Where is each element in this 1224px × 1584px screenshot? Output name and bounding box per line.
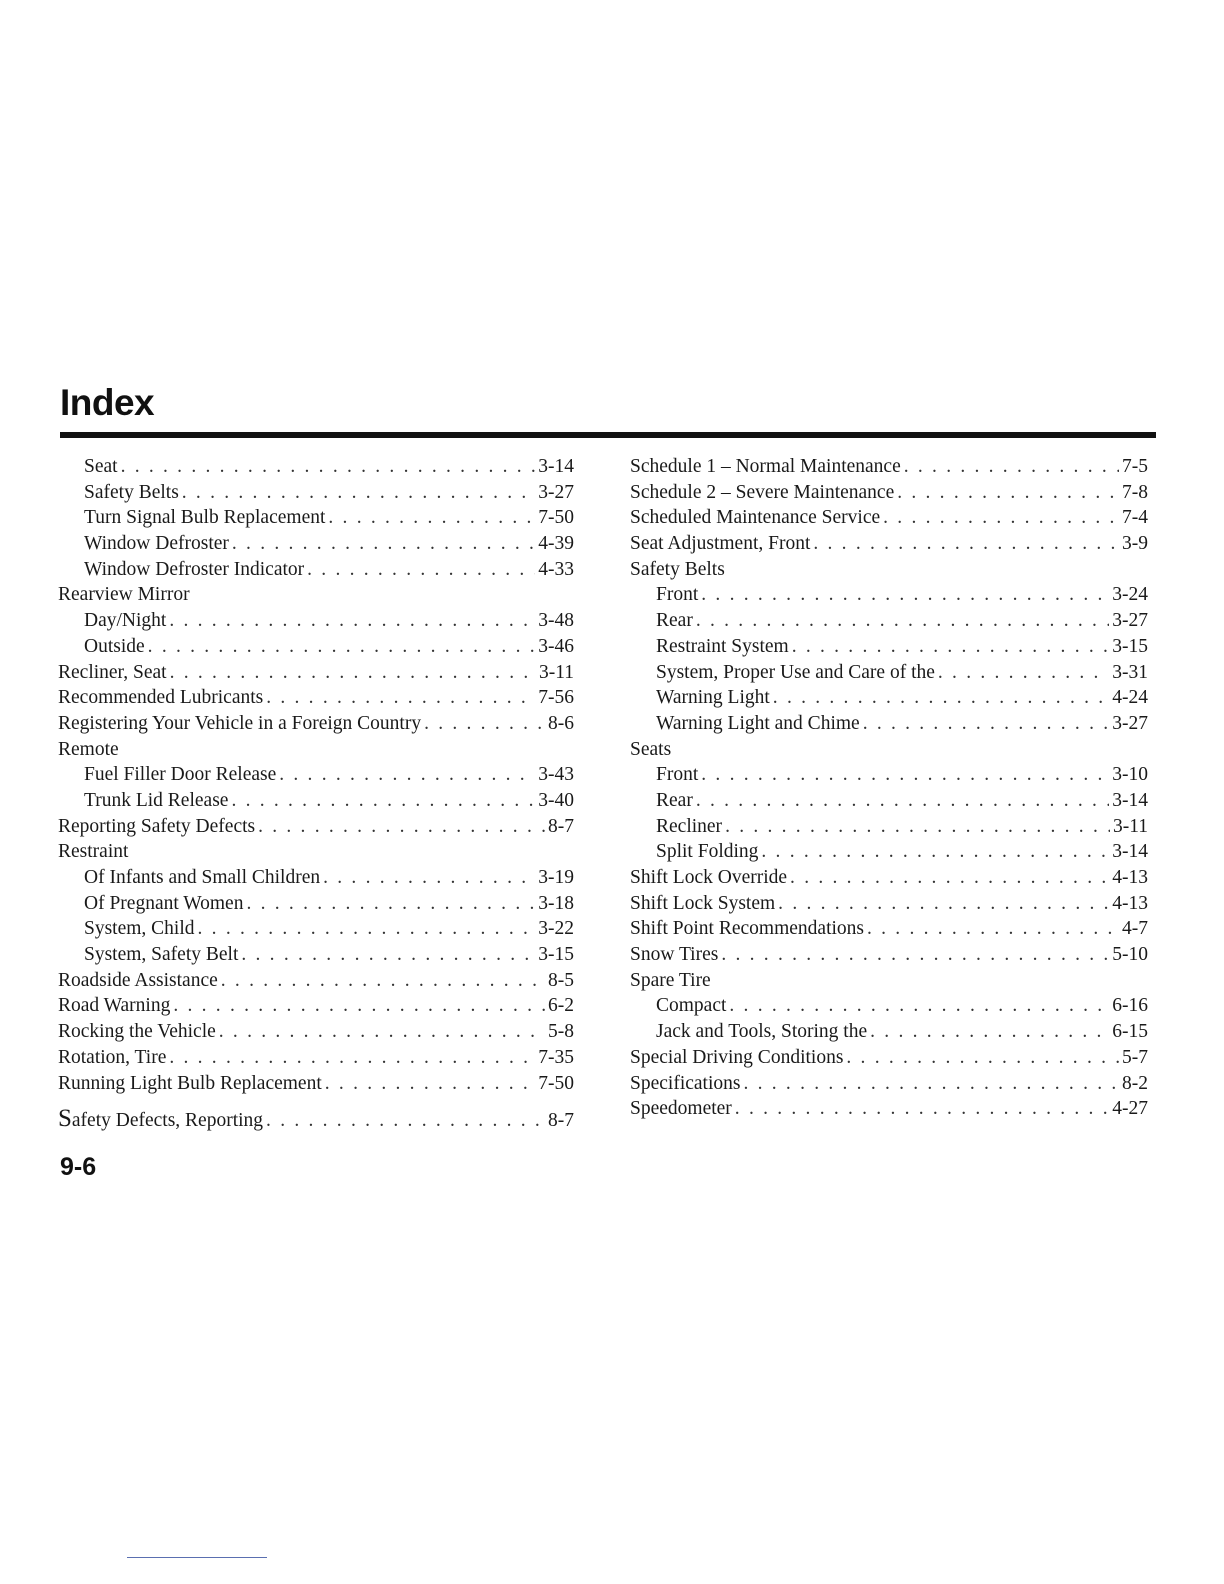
dot-leader <box>761 839 1109 865</box>
index-entry-label: Day/Night <box>84 610 167 632</box>
index-entry-page-ref: 7-35 <box>538 1046 574 1068</box>
dot-leader <box>182 480 535 506</box>
index-entry <box>58 557 574 583</box>
index-entry-page-ref: 3-18 <box>538 892 574 914</box>
index-entry-label: Specifications <box>630 1072 741 1094</box>
dot-leader <box>696 788 1109 814</box>
index-entry <box>630 865 1148 891</box>
index-entry <box>630 480 1148 506</box>
index-entry <box>58 480 574 506</box>
index-entry-page-ref: 4-13 <box>1112 892 1148 914</box>
index-entry-label: Jack and Tools, Storing the <box>656 1021 868 1043</box>
index-entry-label: Split Folding <box>656 841 759 863</box>
dot-leader <box>266 1108 545 1134</box>
index-entry-label: Restraint System <box>656 635 789 657</box>
index-entry <box>58 634 574 660</box>
index-entry <box>58 660 574 686</box>
index-entry-label: System, Proper Use and Care of the <box>656 661 935 683</box>
index-entry <box>58 942 574 968</box>
index-entry <box>630 557 1148 583</box>
index-entry-label: Rear <box>656 789 693 811</box>
index-entry-page-ref: 3-15 <box>1112 635 1148 657</box>
index-entry-page-ref: 3-9 <box>1122 533 1148 555</box>
index-entry-label: Remote <box>58 738 119 760</box>
index-column-right <box>630 454 1148 1122</box>
index-entry-page-ref: 3-48 <box>538 610 574 632</box>
index-entry-label: Seats <box>630 738 672 760</box>
index-entry <box>630 1071 1148 1097</box>
index-entry-label: Front <box>656 764 699 786</box>
index-entry-label: Snow Tires <box>630 944 719 966</box>
dot-leader <box>219 1019 545 1045</box>
dot-leader <box>938 660 1109 686</box>
dot-leader <box>790 865 1109 891</box>
dot-leader <box>424 711 545 737</box>
dot-leader <box>846 1045 1119 1071</box>
dot-leader <box>897 480 1119 506</box>
index-entry-label: Safety Belts <box>630 558 725 580</box>
index-entry-label: System, Safety Belt <box>84 944 239 966</box>
index-entry <box>630 1019 1148 1045</box>
index-entry-label: Speedometer <box>630 1098 732 1120</box>
index-entry-label: Scheduled Maintenance Service <box>630 507 881 529</box>
index-entry-page-ref: 3-27 <box>538 481 574 503</box>
index-entry-page-ref: 6-2 <box>548 995 574 1017</box>
index-entry-label: Safety Belts <box>84 481 179 503</box>
index-entry-label: Recommended Lubricants <box>58 687 264 709</box>
index-entry-label: Recliner, Seat <box>58 661 167 683</box>
dot-leader <box>169 1045 535 1071</box>
dot-leader <box>792 634 1110 660</box>
index-entry-label: Compact <box>656 995 727 1017</box>
index-entry-page-ref: 7-5 <box>1122 456 1148 477</box>
index-entry <box>58 505 574 531</box>
index-entry-label: Schedule 1 – Normal Maintenance <box>630 456 901 477</box>
index-entry <box>630 993 1148 1019</box>
index-entry <box>630 531 1148 557</box>
footer-divider <box>127 1557 267 1558</box>
index-entry <box>630 814 1148 840</box>
index-entry <box>630 454 1148 480</box>
index-entry <box>630 660 1148 686</box>
index-entry-label: Recliner <box>656 815 723 837</box>
index-entry-page-ref: 4-39 <box>538 533 574 555</box>
index-entry <box>58 891 574 917</box>
index-entry-label: Shift Lock Override <box>630 867 788 888</box>
dot-leader <box>148 634 536 660</box>
index-entry-page-ref: 3-46 <box>538 635 574 657</box>
index-entry <box>58 839 574 865</box>
dot-leader <box>904 454 1119 480</box>
index-entry <box>58 711 574 737</box>
index-entry <box>58 788 574 814</box>
dot-leader <box>870 1019 1109 1045</box>
index-entry <box>58 608 574 634</box>
index-entry-page-ref: 3-10 <box>1112 764 1148 786</box>
index-entry-label: Spare Tire <box>630 969 711 991</box>
index-entry <box>58 993 574 1019</box>
index-entry <box>58 1071 574 1097</box>
index-entry-label: Shift Point Recommendations <box>630 918 864 940</box>
index-entry-page-ref: 4-7 <box>1122 918 1148 940</box>
index-entry-page-ref: 3-27 <box>1112 712 1148 734</box>
index-entry-page-ref: 3-14 <box>1112 789 1148 811</box>
index-entry <box>630 582 1148 608</box>
dot-leader <box>743 1071 1119 1097</box>
index-entry-page-ref: 5-10 <box>1112 944 1148 966</box>
dot-leader <box>231 788 535 814</box>
dot-leader <box>323 865 535 891</box>
index-entry <box>630 505 1148 531</box>
page-number: 9-6 <box>60 1153 97 1181</box>
index-entry-label: Reporting Safety Defects <box>58 815 256 837</box>
index-entry <box>630 711 1148 737</box>
index-entry-label: Registering Your Vehicle in a Foreign Country <box>58 712 422 734</box>
index-entry-label: Rearview Mirror <box>58 584 190 606</box>
dot-leader <box>696 608 1109 634</box>
index-entry <box>58 582 574 608</box>
index-entry <box>630 891 1148 917</box>
index-entry <box>58 916 574 942</box>
index-entry-label: Safety Defects, Reporting <box>58 1105 264 1133</box>
dot-leader <box>198 916 536 942</box>
index-entry <box>630 737 1148 763</box>
index-entry <box>58 685 574 711</box>
index-column-left <box>58 454 574 1132</box>
index-entry-page-ref: 3-24 <box>1112 584 1148 606</box>
index-entry <box>58 814 574 840</box>
dot-leader <box>121 454 536 480</box>
index-entry-label: Of Infants and Small Children <box>84 867 321 888</box>
index-entry-page-ref: 7-8 <box>1122 481 1148 503</box>
dot-leader <box>307 557 535 583</box>
dot-leader <box>279 762 535 788</box>
index-entry-page-ref: 8-7 <box>548 815 574 837</box>
index-entry-label: Outside <box>84 635 145 657</box>
index-entry-label: Fuel Filler Door Release <box>84 764 277 786</box>
index-entry-label: Schedule 2 – Severe Maintenance <box>630 481 895 503</box>
index-entry <box>58 531 574 557</box>
dot-leader <box>701 582 1109 608</box>
index-entry-page-ref: 4-27 <box>1112 1098 1148 1120</box>
index-entry-label: Trunk Lid Release <box>84 789 229 811</box>
dot-leader <box>725 814 1110 840</box>
index-entry-label: Rotation, Tire <box>58 1046 167 1068</box>
index-entry <box>630 916 1148 942</box>
index-entry-page-ref: 4-24 <box>1112 687 1148 709</box>
index-entry-page-ref: 8-5 <box>548 969 574 991</box>
index-entry-page-ref: 3-11 <box>1112 815 1148 837</box>
index-entry-page-ref: 5-7 <box>1122 1046 1148 1068</box>
index-entry-page-ref: 3-14 <box>1112 841 1148 863</box>
index-entry <box>58 737 574 763</box>
index-entry-page-ref: 6-16 <box>1112 995 1148 1017</box>
index-entry-page-ref: 3-15 <box>538 944 574 966</box>
index-entry-label: Turn Signal Bulb Replacement <box>84 507 326 529</box>
index-entry-label: Seat Adjustment, Front <box>630 533 811 555</box>
index-entry-page-ref: 7-56 <box>538 687 574 709</box>
index-entry-page-ref: 3-11 <box>538 661 574 683</box>
index-entry-label: Shift Lock System <box>630 892 776 914</box>
index-entry <box>630 968 1148 994</box>
index-entry-label: Window Defroster <box>84 533 229 555</box>
index-entry-page-ref: 3-22 <box>538 918 574 940</box>
index-entry-label: Restraint <box>58 841 129 863</box>
dot-leader <box>241 942 535 968</box>
index-entry-page-ref: 5-8 <box>548 1021 574 1043</box>
dot-leader <box>173 993 545 1019</box>
index-entry-label: Road Warning <box>58 995 171 1017</box>
index-entry-page-ref: 4-13 <box>1112 867 1148 888</box>
index-entry <box>58 762 574 788</box>
dot-leader <box>729 993 1109 1019</box>
index-entry-page-ref: 7-50 <box>538 507 574 529</box>
index-entry-page-ref: 8-6 <box>548 712 574 734</box>
index-entry <box>630 788 1148 814</box>
index-entry <box>630 608 1148 634</box>
index-entry <box>630 839 1148 865</box>
index-entry-label: Rocking the Vehicle <box>58 1021 216 1043</box>
dot-leader <box>735 1096 1109 1122</box>
index-entry-label: Special Driving Conditions <box>630 1046 844 1068</box>
index-entry-page-ref: 6-15 <box>1112 1021 1148 1043</box>
dot-leader <box>867 916 1119 942</box>
dot-leader <box>246 891 535 917</box>
index-entry <box>630 1096 1148 1122</box>
index-entry <box>58 1019 574 1045</box>
index-entry <box>58 1106 574 1132</box>
index-entry <box>630 634 1148 660</box>
dot-leader <box>328 505 535 531</box>
index-entry <box>630 1045 1148 1071</box>
index-entry-label: System, Child <box>84 918 195 940</box>
index-entry-page-ref: 3-40 <box>538 789 574 811</box>
index-entry <box>58 865 574 891</box>
index-entry-page-ref: 3-27 <box>1112 610 1148 632</box>
dot-leader <box>232 531 535 557</box>
index-entry-page-ref: 3-14 <box>538 456 574 477</box>
index-entry-page-ref: 3-43 <box>538 764 574 786</box>
dot-leader <box>169 608 535 634</box>
title-rule-divider <box>60 432 1156 438</box>
index-entry-label: Seat <box>84 456 118 477</box>
dot-leader <box>813 531 1119 557</box>
index-entry <box>58 1045 574 1071</box>
index-entry <box>58 968 574 994</box>
index-entry-label: Warning Light and Chime <box>656 712 860 734</box>
index-entry-page-ref: 4-33 <box>538 558 574 580</box>
index-entry-page-ref: 8-7 <box>548 1110 574 1132</box>
index-entry-label: Front <box>656 584 699 606</box>
dot-leader <box>778 891 1109 917</box>
index-entry-label: Warning Light <box>656 687 770 709</box>
dot-leader <box>721 942 1109 968</box>
dot-leader <box>170 660 536 686</box>
dot-leader <box>863 711 1110 737</box>
index-entry-label: Window Defroster Indicator <box>84 558 305 580</box>
index-entry <box>58 454 574 480</box>
index-entry <box>630 942 1148 968</box>
index-entry-label: Rear <box>656 610 693 632</box>
index-entry <box>630 762 1148 788</box>
index-entry-page-ref: 7-4 <box>1122 507 1148 529</box>
index-entry-label: Running Light Bulb Replacement <box>58 1072 322 1094</box>
index-entry-page-ref: 8-2 <box>1122 1072 1148 1094</box>
index-entry-page-ref: 3-31 <box>1112 661 1148 683</box>
index-entry-page-ref: 3-19 <box>538 867 574 888</box>
index-entry-page-ref: 7-50 <box>538 1072 574 1094</box>
dot-leader <box>773 685 1109 711</box>
dot-leader <box>701 762 1109 788</box>
dot-leader <box>266 685 535 711</box>
page-title: Index <box>60 382 155 423</box>
dot-leader <box>325 1071 535 1097</box>
dot-leader <box>258 814 545 840</box>
index-entry <box>630 685 1148 711</box>
index-entry-label: Roadside Assistance <box>58 969 218 991</box>
dot-leader <box>221 968 545 994</box>
index-entry-label: Of Pregnant Women <box>84 892 244 914</box>
dot-leader <box>883 505 1119 531</box>
